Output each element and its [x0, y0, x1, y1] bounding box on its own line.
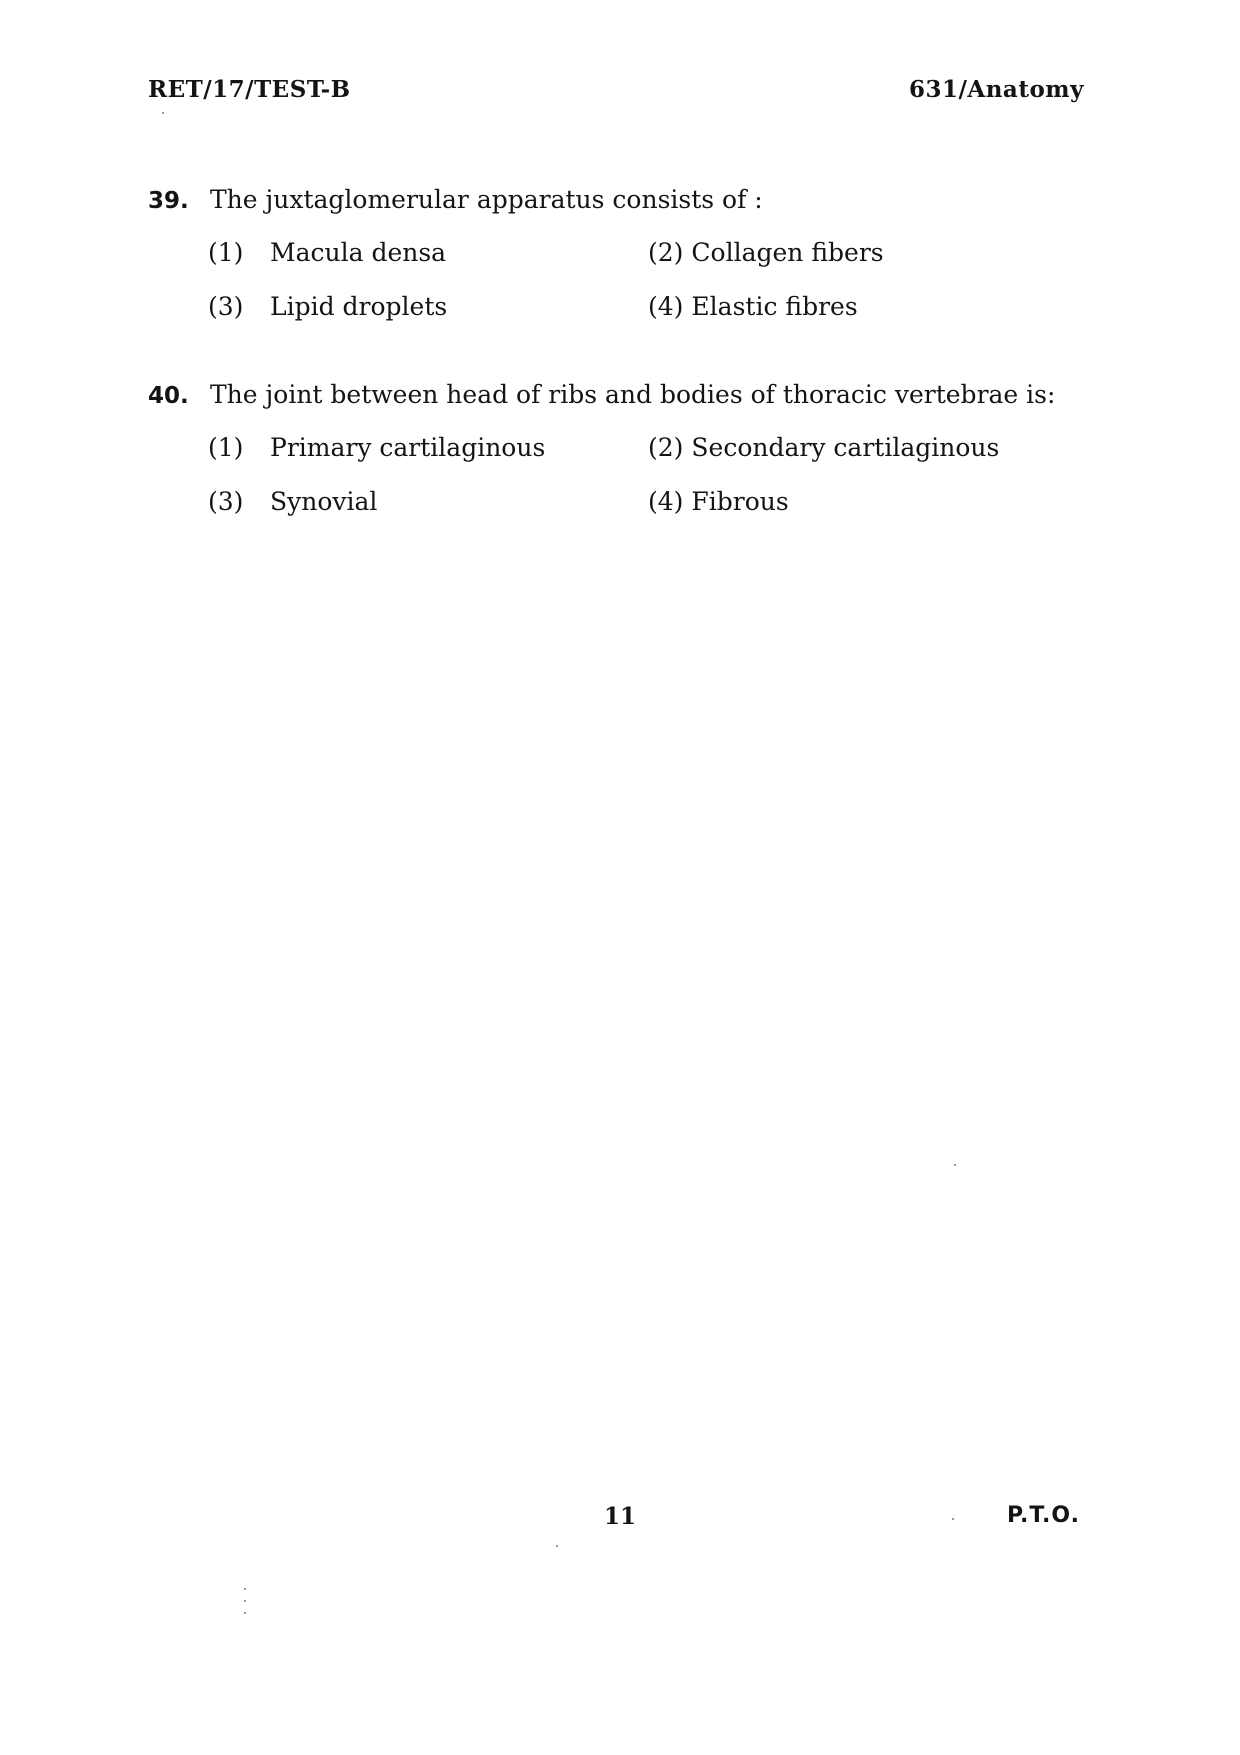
subject-code: 631/Anatomy	[908, 76, 1084, 103]
option-text: Lipid droplets	[270, 292, 448, 321]
scan-speck	[952, 1518, 954, 1520]
option-4	[648, 485, 789, 519]
question-39	[148, 183, 1108, 346]
option-number: (2)	[648, 433, 684, 462]
question-text: The juxtaglomerular apparatus consists of :	[210, 185, 763, 214]
option-number: (1)	[208, 238, 244, 267]
option-text: Elastic fibres	[691, 292, 858, 321]
option-number: (3)	[208, 487, 244, 516]
please-turn-over: P.T.O.	[1006, 1503, 1080, 1528]
scan-speck	[556, 1545, 558, 1547]
option-1	[208, 236, 446, 270]
scan-speck	[244, 1600, 246, 1602]
option-number: (3)	[208, 292, 244, 321]
options-list	[208, 236, 1088, 346]
scan-speck	[244, 1612, 246, 1614]
question-stem	[148, 183, 1108, 218]
option-number: (2)	[648, 238, 684, 267]
question-40	[148, 378, 1108, 541]
option-2	[648, 236, 884, 270]
option-text: Synovial	[270, 487, 378, 516]
page-number: 11	[604, 1503, 637, 1530]
scan-speck	[162, 112, 164, 114]
option-text: Macula densa	[270, 238, 447, 267]
option-text: Primary cartilaginous	[270, 433, 546, 462]
exam-code: RET/17/TEST-B	[148, 76, 351, 103]
option-text: Secondary cartilaginous	[691, 433, 1000, 462]
question-text: The joint between head of ribs and bodies of thoracic vertebrae is:	[210, 380, 1056, 409]
option-1	[208, 431, 545, 465]
option-4	[648, 290, 858, 324]
option-text: Fibrous	[691, 487, 789, 516]
question-stem	[148, 378, 1108, 413]
option-number: (4)	[648, 487, 684, 516]
scan-speck	[954, 1164, 956, 1166]
option-2	[648, 431, 999, 465]
option-3	[208, 290, 447, 324]
question-number: 40.	[148, 383, 189, 409]
option-number: (1)	[208, 433, 244, 462]
option-3	[208, 485, 377, 519]
options-list	[208, 431, 1088, 541]
scan-speck	[244, 1588, 246, 1590]
option-text: Collagen fibers	[691, 238, 884, 267]
question-number: 39.	[148, 188, 189, 214]
option-number: (4)	[648, 292, 684, 321]
